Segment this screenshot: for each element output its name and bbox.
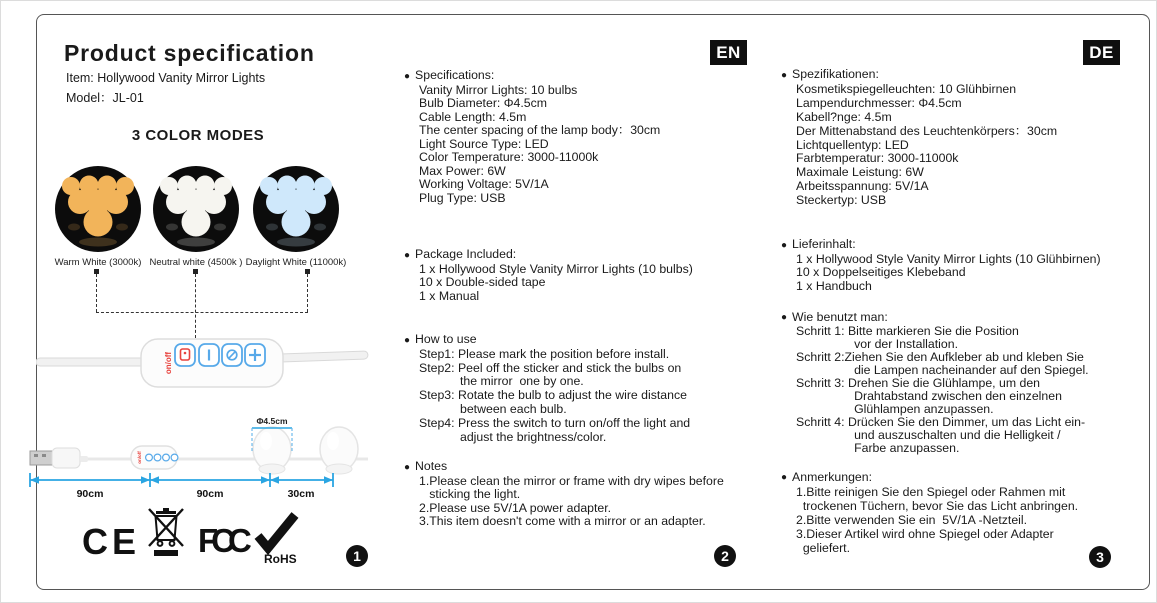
text-line: Steckertyp: USB (796, 193, 887, 208)
page-number-badge: 1 (346, 545, 368, 567)
dimension-label: 90cm (76, 488, 104, 500)
en-badge: EN (710, 40, 747, 65)
text-line: vor der Installation. (796, 336, 958, 351)
text-line: Drahtabstand zwischen den einzelnen (796, 388, 1062, 403)
text-line: Bulb Diameter: Φ4.5cm (419, 96, 548, 110)
de-specifications-section (781, 68, 1155, 208)
text-line: 2.Bitte verwenden Sie ein 5V/1A -Netzteil. (796, 513, 1028, 527)
text-line: Maximale Leistung: 6W (796, 165, 924, 180)
light-strip-diagram (28, 413, 378, 503)
weee-bin-icon (149, 508, 183, 556)
text-line: 3.This item doesn't come with a mirror or an adapter. (419, 514, 706, 528)
text-line: Step2: Peel off the sticker and stick the bulbs on (419, 360, 682, 375)
text-line: Schritt 1: Bitte markieren Sie die Position (796, 323, 1019, 338)
inline-controller-icon (131, 446, 178, 469)
text-line: 1 x Manual (419, 288, 480, 303)
page-number-badge: 3 (1089, 546, 1111, 568)
text-line: Light Source Type: LED (419, 136, 549, 151)
text-line: Farbtemperatur: 3000-11000k (796, 151, 959, 166)
text-line: Plug Type: USB (419, 190, 506, 205)
color-mode-photo-daylight (252, 165, 340, 253)
section-heading: Wie benutzt man: (792, 310, 888, 324)
page-number-badge: 2 (714, 545, 736, 567)
remote-control-photo (36, 336, 370, 394)
de-package-section (781, 238, 1155, 293)
text-line: sticking the light. (419, 487, 521, 501)
text-line: Working Voltage: 5V/1A (419, 177, 549, 191)
text-line: 1 x Hollywood Style Vanity Mirror Lights (10 bulbs) (419, 261, 693, 276)
bulb-icon (253, 427, 291, 474)
de-badge: DE (1083, 40, 1120, 65)
bullet-icon: ● (781, 70, 788, 81)
model-line: Model：JL-01 (66, 91, 144, 105)
en-notes-section (404, 460, 776, 529)
text-line: trockenen Tüchern, bevor Sie das Licht anbringen. (796, 499, 1079, 513)
bullet-icon: ● (781, 240, 788, 251)
color-mode-label: Neutral white (4500k ) (149, 257, 243, 268)
text-line: Der Mittenabstand des Leuchtenkörpers：30cm (796, 123, 1058, 138)
bulb-icon (320, 427, 358, 474)
rohs-check-icon (258, 515, 295, 548)
en-package-section (404, 248, 776, 303)
dimension-label: 90cm (196, 488, 224, 500)
section-heading: Notes (415, 459, 448, 473)
text-line: 2.Please use 5V/1A power adapter. (419, 500, 612, 515)
text-line: adjust the brightness/color. (419, 429, 607, 444)
item-line: Item: Hollywood Vanity Mirror Lights (66, 71, 266, 85)
bulb-diameter-label: Φ4.5cm (256, 416, 288, 426)
text-line: Kosmetikspiegelleuchten: 10 Glühbirnen (796, 81, 1017, 96)
text-line: 3.Dieser Artikel wird ohne Spiegel oder Adapter (796, 527, 1054, 541)
section-heading: Specifications: (415, 68, 495, 82)
en-specifications-section (404, 69, 776, 205)
text-line: Glühlampen anzupassen. (796, 401, 994, 416)
text-line: 1.Bitte reinigen Sie den Spiegel oder Rahmen mit (796, 485, 1066, 499)
text-line: 1.Please clean the mirror or frame with dry wipes before (419, 473, 724, 488)
ce-mark-icon: CE (82, 521, 141, 562)
text-line: Schritt 3: Drehen Sie die Glühlampe, um den (796, 375, 1041, 390)
text-line: Lampendurchmesser: Φ4.5cm (796, 95, 962, 110)
callout-line (307, 274, 308, 312)
section-heading: How to use (415, 332, 477, 346)
callout-line (96, 312, 308, 313)
bullet-icon: ● (404, 250, 411, 261)
bullet-icon: ● (404, 462, 411, 473)
section-heading: Anmerkungen: (792, 470, 873, 484)
text-line: Step1: Please mark the position before install. (419, 346, 670, 361)
text-line: 1 x Handbuch (796, 278, 872, 293)
text-line: 10 x Double-sided tape (419, 275, 546, 289)
rohs-label: RoHS (264, 552, 297, 566)
text-line: between each bulb. (419, 401, 567, 416)
text-line: Schritt 2:Ziehen Sie den Aufkleber ab und kleben Sie (796, 349, 1084, 364)
de-notes-section (781, 470, 1155, 555)
de-how-to-use-section (781, 311, 1155, 455)
onoff-label: on/off (164, 351, 174, 375)
usb-plug-icon (30, 448, 88, 468)
text-line: 1 x Hollywood Style Vanity Mirror Lights (10 Glühbirnen) (796, 251, 1101, 266)
color-mode-photo-warm (54, 165, 142, 253)
section-heading: Spezifikationen: (792, 67, 879, 81)
text-line: Vanity Mirror Lights: 10 bulbs (419, 82, 578, 97)
text-line: Lichtquellentyp: LED (796, 137, 909, 152)
text-line: Step4: Press the switch to turn on/off the light and (419, 415, 691, 430)
certification-marks (70, 507, 325, 569)
text-line: Max Power: 6W (419, 163, 506, 178)
bullet-icon: ● (404, 335, 411, 346)
dimension-label: 30cm (287, 488, 315, 500)
text-line: und auszuschalten und die Helligkeit / (796, 427, 1061, 442)
text-line: Schritt 4: Drücken Sie den Dimmer, um das Licht ein- (796, 414, 1086, 429)
onoff-label: on/off (137, 451, 143, 464)
bullet-icon: ● (781, 312, 788, 323)
text-line: Step3: Rotate the bulb to adjust the wire distance (419, 388, 687, 403)
text-line: Color Temperature: 3000-11000k (419, 150, 599, 164)
color-mode-label: Daylight White (11000k) (245, 257, 347, 268)
dimension-arrows (30, 473, 333, 487)
page-title: Product specification (64, 40, 315, 66)
text-line: 10 x Doppelseitiges Klebeband (796, 265, 966, 279)
fcc-mark-icon: FCC (198, 522, 245, 559)
color-modes-title: 3 COLOR MODES (131, 127, 265, 144)
text-line: geliefert. (796, 541, 851, 555)
text-line: the mirror one by one. (419, 374, 584, 389)
callout-line (96, 274, 97, 312)
section-heading: Lieferinhalt: (792, 237, 856, 251)
color-mode-label: Warm White (3000k) (54, 257, 142, 268)
bullet-icon: ● (404, 71, 411, 82)
text-line: Arbeitsspannung: 5V/1A (796, 179, 929, 194)
text-line: Cable Length: 4.5m (419, 109, 527, 124)
section-heading: Package Included: (415, 247, 517, 261)
text-line: The center spacing of the lamp body：30cm (419, 123, 661, 137)
callout-line (195, 274, 196, 338)
color-mode-photo-neutral (152, 165, 240, 253)
text-line: Kabell?nge: 4.5m (796, 109, 892, 124)
en-how-to-use-section (404, 333, 776, 444)
text-line: Farbe anzupassen. (796, 440, 960, 455)
text-line: die Lampen nacheinander auf den Spiegel. (796, 362, 1089, 377)
bullet-icon: ● (781, 472, 788, 483)
